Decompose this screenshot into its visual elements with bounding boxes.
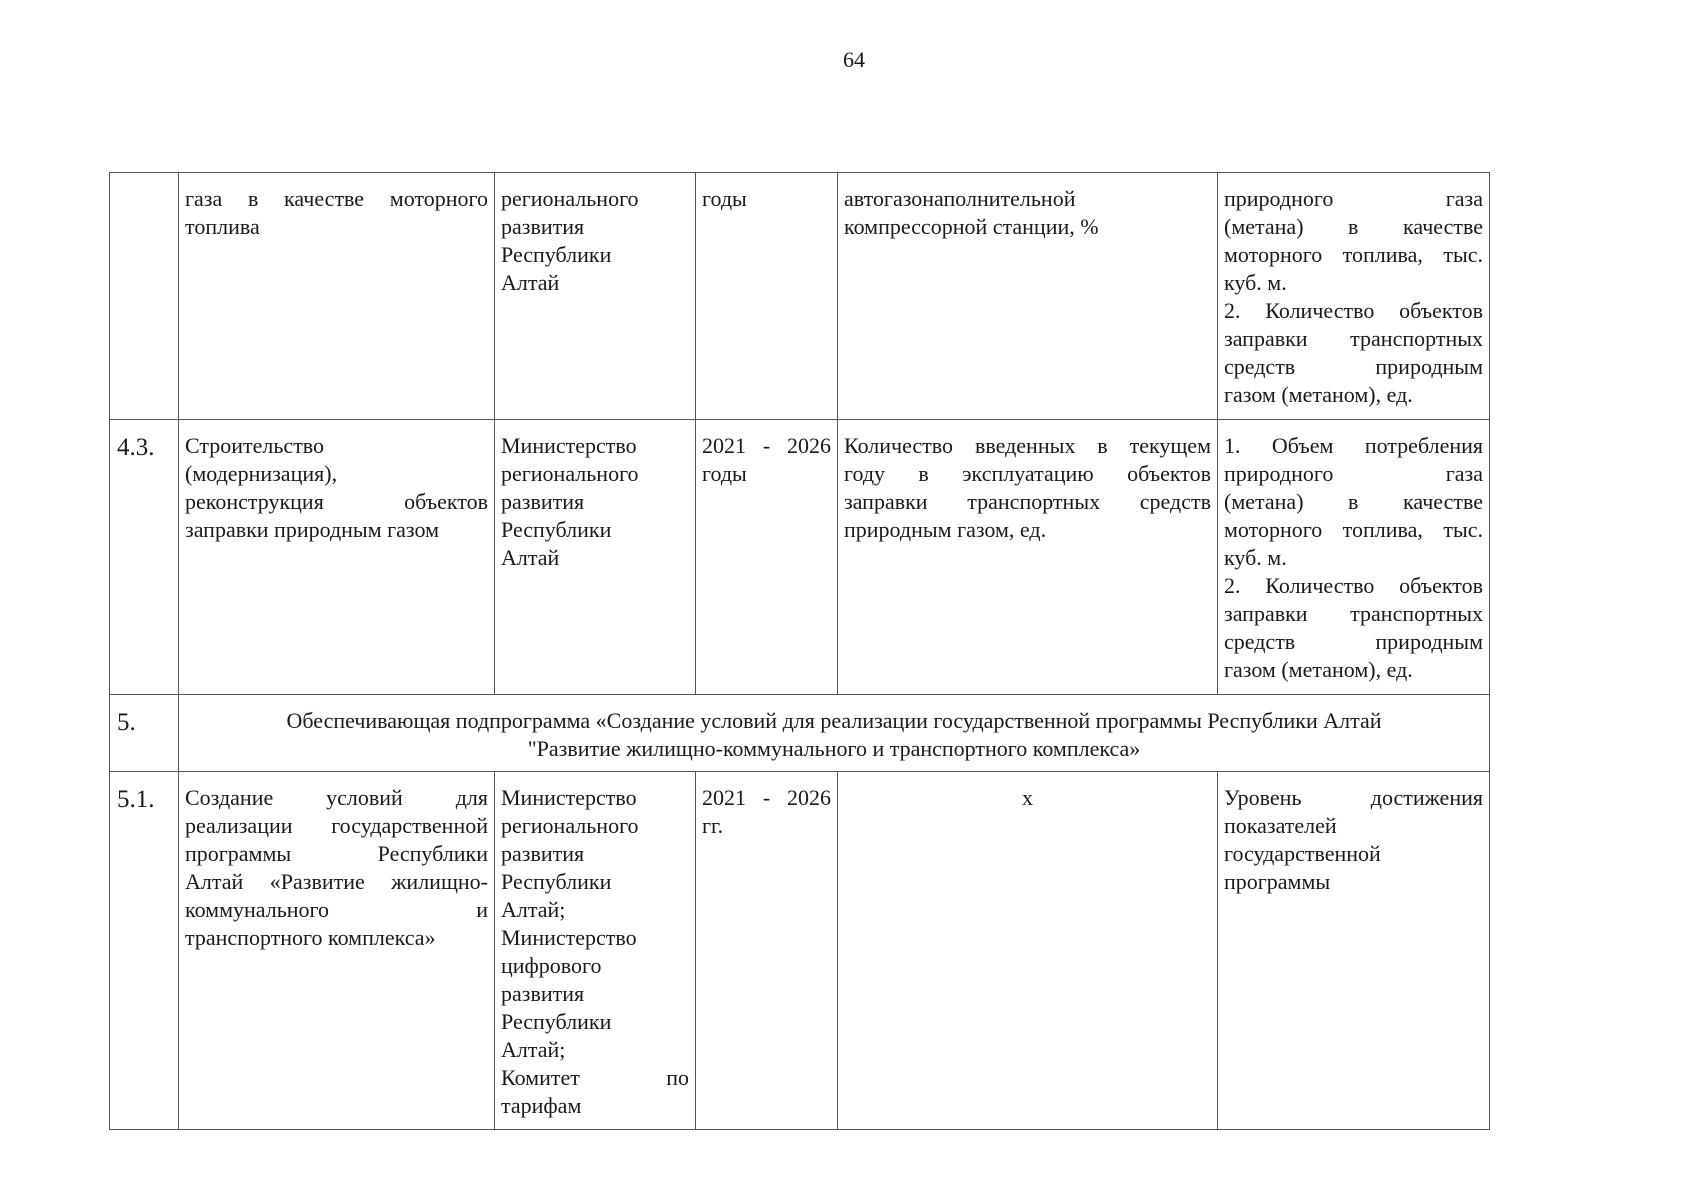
- table-row: [110, 772, 1490, 1130]
- text-line: Алтай: [501, 545, 560, 570]
- text-line: 2. Количество объектов: [1224, 298, 1483, 323]
- text-line: развития: [501, 981, 585, 1006]
- row-number: 4.3.: [110, 420, 179, 695]
- period-cell: [696, 420, 838, 695]
- text-line: транспортного комплекса»: [185, 925, 436, 950]
- text-line: Республики: [501, 517, 612, 542]
- text-line: Комитет по: [501, 1065, 689, 1090]
- text-line: Алтай;: [501, 897, 566, 922]
- section-title-line: "Развитие жилищно-коммунального и транспортного комплекса»: [527, 736, 1141, 761]
- text-line: моторного топлива, тыс.: [1224, 517, 1483, 542]
- text-line: Создание условий для: [185, 785, 488, 810]
- row-number: 5.: [110, 695, 179, 772]
- indicator-cell: [838, 173, 1218, 420]
- text-line: 2021 - 2026: [702, 785, 831, 810]
- responsible-cell: [495, 420, 696, 695]
- period-cell: [696, 772, 838, 1130]
- text-line: 2. Количество объектов: [1224, 573, 1483, 598]
- text-line: заправки транспортных: [1224, 601, 1483, 626]
- row-number: 5.1.: [110, 772, 179, 1130]
- text-line: Министерство: [501, 433, 637, 458]
- indicator-cell: [838, 420, 1218, 695]
- text-line: природным газом, ед.: [844, 517, 1047, 542]
- text-line: компрессорной станции, %: [844, 214, 1099, 239]
- text-line: регионального: [501, 186, 639, 211]
- text-line: х: [1022, 785, 1033, 810]
- measure-cell: [179, 772, 495, 1130]
- text-line: государственной: [1224, 841, 1381, 866]
- text-line: природного газа: [1224, 461, 1483, 486]
- text-line: тарифам: [501, 1093, 582, 1118]
- text-line: (метана) в качестве: [1224, 214, 1483, 239]
- text-line: показателей: [1224, 813, 1337, 838]
- text-line: Министерство: [501, 925, 637, 950]
- text-line: реконструкция объектов: [185, 489, 488, 514]
- text-line: цифрового: [501, 953, 602, 978]
- responsible-cell: [495, 772, 696, 1130]
- text-line: годы: [702, 186, 747, 211]
- text-line: Строительство: [185, 433, 325, 458]
- text-line: Министерство: [501, 785, 637, 810]
- text-line: регионального: [501, 813, 639, 838]
- text-line: (модернизация),: [185, 461, 338, 486]
- row-number: [110, 173, 179, 420]
- text-line: Алтай «Развитие жилищно-: [185, 869, 488, 894]
- text-line: средств природным: [1224, 629, 1483, 654]
- text-line: реализации государственной: [185, 813, 488, 838]
- text-line: гг.: [702, 813, 724, 838]
- text-line: (метана) в качестве: [1224, 489, 1483, 514]
- text-line: развития: [501, 214, 585, 239]
- text-line: топлива: [185, 214, 260, 239]
- text-line: программы: [1224, 869, 1331, 894]
- text-line: газа в качестве моторного: [185, 186, 488, 211]
- text-line: регионального: [501, 461, 639, 486]
- measure-cell: [179, 420, 495, 695]
- text-line: газом (метаном), ед.: [1224, 657, 1413, 682]
- text-line: 2021 - 2026: [702, 433, 831, 458]
- program-indicator-cell: [1218, 420, 1490, 695]
- text-line: природного газа: [1224, 186, 1483, 211]
- text-line: развития: [501, 489, 585, 514]
- program-indicator-cell: [1218, 772, 1490, 1130]
- text-line: 1. Объем потребления: [1224, 433, 1483, 458]
- text-line: Количество введенных в текущем: [844, 433, 1211, 458]
- section-title-line: Обеспечивающая подпрограмма «Создание условий для реализации государственной программы Республики Алтай: [286, 708, 1382, 733]
- text-line: Республики: [501, 242, 612, 267]
- text-line: году в эксплуатацию объектов: [844, 461, 1211, 486]
- text-line: автогазонаполнительной: [844, 186, 1076, 211]
- text-line: заправки транспортных: [1224, 326, 1483, 351]
- responsible-cell: [495, 173, 696, 420]
- text-line: куб. м.: [1224, 545, 1287, 570]
- text-line: Республики: [501, 1009, 612, 1034]
- text-line: Уровень достижения: [1224, 785, 1483, 810]
- text-line: куб. м.: [1224, 270, 1287, 295]
- text-line: заправки природным газом: [185, 517, 439, 542]
- page-number: 64: [843, 47, 865, 72]
- text-line: развития: [501, 841, 585, 866]
- text-line: газом (метаном), ед.: [1224, 382, 1413, 407]
- program-measures-table: [109, 172, 1490, 1130]
- text-line: годы: [702, 461, 747, 486]
- text-line: Алтай;: [501, 1037, 566, 1062]
- indicator-cell: [838, 772, 1218, 1130]
- text-line: программы Республики: [185, 841, 488, 866]
- table-row: [110, 420, 1490, 695]
- section-title: [179, 695, 1490, 772]
- measure-cell: [179, 173, 495, 420]
- period-cell: [696, 173, 838, 420]
- text-line: заправки транспортных средств: [844, 489, 1211, 514]
- table-row: [110, 173, 1490, 420]
- text-line: Республики: [501, 869, 612, 894]
- table-row: [110, 695, 1490, 772]
- text-line: коммунального и: [185, 897, 488, 922]
- text-line: средств природным: [1224, 354, 1483, 379]
- text-line: Алтай: [501, 270, 560, 295]
- text-line: моторного топлива, тыс.: [1224, 242, 1483, 267]
- program-indicator-cell: [1218, 173, 1490, 420]
